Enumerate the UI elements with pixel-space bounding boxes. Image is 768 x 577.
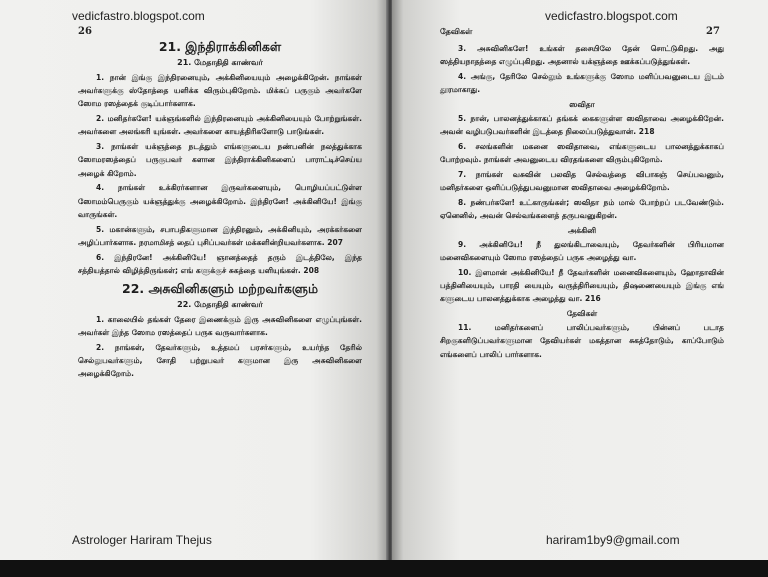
verse: 5. மகான்களும், சபாபதிகளுமான இந்திரனும், அக்கினியும், அரக்கர்களை அழிப்பார்களாக. நரமாமிசத் தைப் புசிப்பவர்கள் மக்களின்றியவர்களாக. 207 xyxy=(78,224,362,247)
verse: 2. நாங்கள், தேவர்களும், உத்தமப் பரசர்களும், உயர்ந்த தேரில் செல்லுபவர்களும், சோதி பற்றுபவர் களுமான இரு அசுவினிகளை அழைக்கிறோம். xyxy=(78,343,362,379)
verse: 8. நண்பர்களே! உட்காருங்கள்; ஸவிதா நம் மால் போற்றப் படவேண்டும். ஏனெனில், அவன் செல்வங்களைத் தருபவனுகிறன். xyxy=(440,198,724,221)
verse: 9. அக்கினியே! நீ துலங்கிடாவையும், தேவர்களின் பிரியமான மனைவிகளையும் ஸோம ரஸத்தைப் பருக அழைத்து வா. xyxy=(440,240,724,263)
chapter-21-title: 21. இந்திராக்கினிகள் xyxy=(158,39,282,54)
watermark-bottom-left: Astrologer Hariram Thejus xyxy=(72,533,212,547)
verse: 6. இந்திரனே! அக்கினியே! ஞானத்தைத் தரும் இடத்திலே, இந்த சத்தியத்தால் விழித்திருங்கள்; எங் களுக்குச் சுகத்தை யளியுங்கள். 208 xyxy=(78,252,362,275)
verse: 1. காலையில் தங்கள் தேரை இணைக்கும் இரு அசுவினிகளை எழுப்புங்கள். அவர்கள் இந்த ஸோம ரஸத்தைப் பருக வருவார்களாக. xyxy=(78,315,362,338)
chapter-22-title: 22. அசுவினிகளும் மற்றவர்களும் xyxy=(122,281,318,297)
running-head: தேவிகள் xyxy=(440,27,473,36)
watermark-top-left: vedicfastro.blogspot.com xyxy=(72,9,205,23)
right-page-number: 27 xyxy=(706,26,720,37)
verse: 5. நான், பாலனத்துக்காகப் தங்கக் கைகளுள்ள ஸவிதாவை அழைக்கிறேன். அவன் வழிபடுபவர்களின் இடத்தை நிலைப்படுத்துவான். 218 xyxy=(440,114,724,137)
scan-bottom-edge xyxy=(0,560,768,577)
right-page-column xyxy=(440,42,724,362)
verse: 4. நாங்கள் உக்கிரர்களான இருவர்களையும், பொழியப்பட்டுள்ள ஸோமம்பெருகும் யக்ஞத்துக்கு அழைக்கிறோம். இந்திரனே! அக்கினியே! இங்கு வாருங்கள். xyxy=(78,183,362,219)
verse: 7. நாங்கள் வசுவின் பலவித செல்வத்தை விபாகஞ் செய்பவனும், மனிதர்களை ஒளிப்படுத்துபவனுமான ஸவிதாவை அழைக்கிறோம். xyxy=(440,170,724,193)
verse: 1. நான் இங்கு இந்திரனையும், அக்கினியையும் அழைக்கிறேன். நாங்கள் அவர்களுக்கு ஸ்தோத்தை யளிக்க விரும்புகிறோம். மிக்கப் பருகும் அவர்களே ஸோம ரஸத்தைக் குடிப்பார்களாக. xyxy=(78,73,362,109)
agni-heading: அக்கினி xyxy=(567,226,597,235)
verse: 3. நாங்கள் யக்ஞத்தை நடத்தும் எங்களுடைய நண்பனின் நலத்துக்காக ஸோமரஸத்தைப் பருகுபவர் களான இந்திராக்கினிகளைப் பாராட்டிச்செய்ய அழைக் கிறோம். xyxy=(78,142,362,178)
verse: 11. மனிதர்களைப் பாலிப்பவர்களும், பின்னப் படாத சிறகுகளிடுப்பவர்களுமான தேவியர்கள் மகத்தான சுகத்தோடும், காப்போடும் எங்களைப் பாலிப் பார்களாக. xyxy=(440,323,724,359)
verse: 6. சலங்களின் மகனை ஸவிதாவை, எங்களுடைய பாலனத்துக்காகப் போற்றவும். நாங்கள் அவனுடைய விரதங்களை விரும்புகிறோம். xyxy=(440,142,724,165)
watermark-bottom-right: hariram1by9@gmail.com xyxy=(546,533,680,547)
chapter-21-subtitle: 21. மேதாதிதி காண்வர் xyxy=(177,58,263,67)
right-page xyxy=(392,0,768,560)
watermark-top-right: vedicfastro.blogspot.com xyxy=(545,9,678,23)
verse: 2. மனிதர்களே! யக்ஞங்களில் இந்திரனையும் அக்கினியையும் போற்றுங்கள். அவர்களை அலங்கரி யுங்கள். அவர்களை காயத்திரிகளோடு பாடுங்கள். xyxy=(78,114,362,137)
left-page-column xyxy=(78,38,362,382)
left-page-number: 26 xyxy=(78,26,92,37)
verse: 3. அசுவினிகளே! உங்கள் தசையிலே தேன் சொட்டுகிறது. அது ஸத்தியநாதத்தை எழுப்புகிறது. அதனால் யக்ஞத்தை ஊக்கப்படுத்துங்கள். xyxy=(440,44,724,67)
devikal-heading: தேவிகள் xyxy=(566,309,598,319)
savitha-heading: ஸவிதா xyxy=(569,100,595,109)
verse: 4. அங்கு, தேரிலே செல்லும் உங்களுக்கு ஸோம மளிப்பவனுடைய இடம் தூரமாகாது. xyxy=(440,72,724,95)
left-page xyxy=(0,0,388,560)
chapter-22-subtitle: 22. மேதாதிதி காண்வர் xyxy=(177,300,263,310)
verse: 10. இளமான் அக்கினியே! நீ தேவர்களின் மனைவிகளையும், ஹோதாவின் பத்தினியையும், பாரதி யையும், வருத்திரியையும், திஷணையையும் இங்கு எங் களுடைய பாலனத்துக்காக அழைத்து வா. 216 xyxy=(440,268,724,304)
